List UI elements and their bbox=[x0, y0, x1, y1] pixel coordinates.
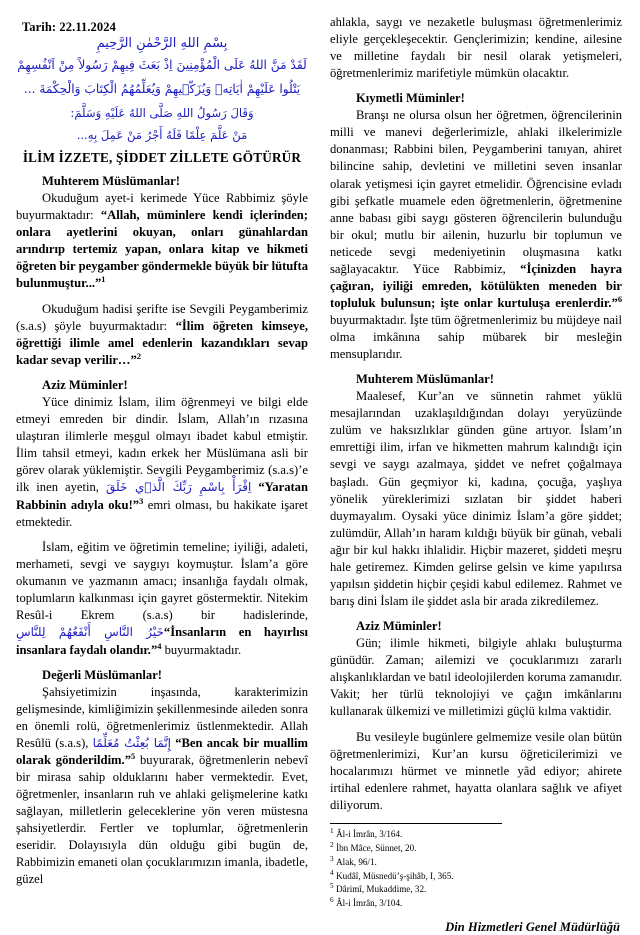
footnote-number: 4 bbox=[330, 868, 334, 877]
footnote-item bbox=[330, 870, 622, 884]
para-4-lead: İslam, eğitim ve öğretimin temeline; iyiliği, adaleti, merhameti, sevgi ve saygıyı koymuştur. İslam’a göre okumanın ve yazmanın amacı; insanlığa faydalı olmak, toplumların kalkınması için gayret göstermektir. Nitekim Resûl-i Ekrem (s.a.s) bir hadislerinde, bbox=[16, 540, 308, 623]
arabic-inline-innema-buistu: إِنَّمَا بُعِثْتُ مُعَلِّمًا bbox=[92, 735, 171, 750]
paragraph-hadith-explanation bbox=[16, 301, 308, 369]
paragraph-siddet-zulum: Maalesef, Kur’an ve sünnetin rahmet yüklü mesajlarından uzaklaşıldığından dolayı yeryüzünde zulüm ve haksızlıklar günden güne artıyor. İslam’ın emrettiği ilim, irfan ve hikmetten mahrum kalındığı için sevgi ve saygı azalmaya, şiddet ve nefret çoğalmaya başladı. Gün geçmiyor ki, kadına, çocuğa, yaşlıya yönelik yüreklerimizi sızlatan bir şiddet haberi duymayalım. Oysaki yüce dinimiz İslam’a göre şiddet; zulümdür, Allah’ın haram kıldığı büyük bir günah, vebali ağır bir kul hakkı ihlalidir. Hiçbir mazeret, şiddeti meşru hale getiremez. Kimden gelirse gelsin ve kime yapılırsa yapılsın şiddetin hiçbir çeşidi kabul edilemez. Rahmet ve barış dini İslam ile şiddet asla bir arada zikredilemez. bbox=[330, 389, 622, 608]
para-1-lead: Okuduğum ayet-i kerimede Yüce Rabbimiz şöyle buyurmaktadır: bbox=[16, 191, 308, 223]
right-column bbox=[330, 14, 622, 935]
footnote-ref-3: 3 bbox=[139, 496, 144, 506]
footnote-text: Âl-i İmrân, 3/104. bbox=[336, 898, 403, 909]
para-2-lead: Okuduğum hadisi şerifte ise Sevgili Peygamberimiz (s.a.s) şöyle buyurmaktadır: bbox=[16, 301, 308, 333]
footnote-text: Âl-i İmrân, 3/164. bbox=[336, 829, 403, 840]
para-7-tail: buyurmaktadır. İşte tüm öğretmenlerimiz bu müjdeye nail olma imkânına sahip mübarek bir mesleğin mensuplarıdır. bbox=[330, 313, 622, 362]
section-heading-aziz-muminler-2: Aziz Müminler! bbox=[356, 619, 442, 633]
footnote-list bbox=[330, 828, 622, 911]
footnote-ref-2: 2 bbox=[136, 351, 141, 361]
para-1-quote: “Allah, müminlere kendi içlerinden; onlara ayetlerini okuyan, onları günahlardan arındırıp tertemiz yapan, onlara kitap ve hikmeti öğreten bir peygamber göndermekle büyük bir lütufta bulunmuştur...” bbox=[16, 208, 308, 291]
footnote-separator bbox=[330, 823, 502, 824]
paragraph-gun-zaman-vakit: Gün; ilimle hikmeti, bilgiyle ahlakı buluşturma günüdür. Zaman; ailemizi ve çocuklarımızı zararlı alışkanlıklardan ve batıl ideolojilerden koruma zamanıdır. Vakit; her türlü teknolojiyi ve çağın imkânlarını kullanarak ülkemizi ve milletimizi güçlü kılma vaktidir. bbox=[330, 636, 622, 719]
footnote-number: 3 bbox=[330, 854, 334, 863]
page-title: İLİM İZZETE, ŞİDDET ZİLLETE GÖTÜRÜR bbox=[22, 150, 302, 166]
two-column-layout bbox=[16, 14, 624, 935]
section-heading-muhterem-muslumanlar-2: Muhterem Müslümanlar! bbox=[356, 372, 494, 387]
footnote-text: İbn Mâce, Sünnet, 20. bbox=[336, 842, 417, 853]
para-3-quote: “Yaratan Rabbinin adıyla oku!” bbox=[16, 480, 308, 512]
quran-verse-line-2: يَتْلُوا عَلَيْهِمْ اٰيَاتِهٖ وَيُزَكّٖيهِمْ وَيُعَلِّمُهُمُ الْكِتَابَ وَالْحِكْمَةَ ... bbox=[23, 82, 301, 97]
para-3-lead: Yüce dinimiz İslam, ilim öğrenmeyi ve bilgi elde etmeyi emreden bir dindir. İslam, Allah’ın rızasına ulaştıran ilimlerle meşgul olmayı ibadet kabul etmiştir. İlim tahsil etmeyi, kadın erkek her Müslümana asli bir görev olarak yüklemiştir. Sevgili Peygamberimiz (s.a.s)’e ilk inen ayetin, bbox=[16, 395, 308, 495]
arabic-scripture-block bbox=[16, 54, 308, 147]
arabic-inline-hayrunnas: خَيْرُ النَّاسِ أَنْفَعُهُمْ لِلنَّاسِ bbox=[16, 625, 164, 640]
footnote-item bbox=[330, 828, 622, 842]
section-heading-degerli-muslumanlar: Değerli Müslümanlar! bbox=[42, 667, 162, 682]
footnote-text: Dârimî, Mukaddime, 32. bbox=[336, 884, 427, 895]
para-4-tail: buyurmaktadır. bbox=[161, 642, 242, 657]
para-5-tail: buyurarak, öğretmenlerin nebevî bir mirasa sahip olduklarını haber vermektedir. Evet, öğretmenler, insanların ruh ve ahlaki gelişmelerine katkı sağlayan, milletlerin geleceklerine yön veren müstesna şahsiyetlerdir. Fertler ve toplumlar, öğretmenlerin eseridir. Dolayısıyla dün olduğu gibi bugün de, Rabbimizin emaneti olan çocuklarımızın imanla, ibadetle, güzel bbox=[16, 752, 309, 887]
paragraph-ogretmenler-rolu bbox=[16, 684, 308, 889]
date-label: Tarih: 22.11.2024 bbox=[22, 20, 116, 34]
arabic-inline-iqra: اِقْرَأْ بِاسْمِ رَبِّكَ الَّذٖي خَلَقَ bbox=[105, 480, 252, 495]
footnote-ref-6: 6 bbox=[617, 294, 622, 304]
hadith-intro-line: وَقَالَ رَسُولُ اللهِ صَلَّى اللهُ عَلَيْهِ وَسَلَّمَ: bbox=[70, 105, 254, 120]
footnote-item bbox=[330, 842, 622, 856]
left-column bbox=[16, 14, 308, 888]
footnote-item bbox=[330, 883, 622, 897]
footnote-ref-4: 4 bbox=[157, 641, 162, 651]
footnote-number: 1 bbox=[330, 827, 334, 836]
section-heading-kiymetli-muminler: Kıymetli Müminler! bbox=[356, 91, 465, 106]
hadith-text-line: مَنْ عَلَّمَ عِلْمًا فَلَهُ أَجْرُ مَنْ عَمِلَ بِهِ... bbox=[76, 128, 248, 143]
footnote-item bbox=[330, 856, 622, 870]
paragraph-continuation: ahlakla, saygı ve nezaketle buluşması öğretmenlerimiz eliyle gerçekleşecektir. Gençlerimizin; kendine, ailesine ve milletine faydalı bir nesil olarak yetişmeleri, öğretmenlerimiz marifetiyle mümkün olacaktır. bbox=[330, 15, 622, 81]
quran-verse-line-1: لَقَدْ مَنَّ اللهُ عَلَى الْمُؤْمِنِينَ اِذْ بَعَثَ فِيهِمْ رَسُولاً مِنْ اَنْفُسِهِمْ bbox=[17, 58, 307, 73]
footnote-text: Alak, 96/1. bbox=[336, 856, 377, 867]
footnote-number: 2 bbox=[330, 840, 334, 849]
footnote-item bbox=[330, 897, 622, 911]
para-3-tail: emri olması, bu hakikate işaret etmektedir. bbox=[16, 497, 308, 529]
para-7-quote: “İçinizden hayra çağıran, iyiliği emreden, kötülükten meneden bir topluluk bulunsun; işte onlar kurtuluşa erenlerdir.” bbox=[330, 261, 622, 310]
besmele-arabic: بِسْمِ اللهِ الرَّحْمٰنِ الرَّحِيمِ bbox=[96, 36, 228, 51]
footnote-number: 5 bbox=[330, 882, 334, 891]
paragraph-egitim-temeli bbox=[16, 539, 308, 658]
paragraph-ogretmen-gorevi bbox=[330, 107, 622, 363]
para-2-quote: “İlim öğreten kimseye, öğrettiği ilimle amel edenlerin kazandıkları sevap kadar sevap verilir…” bbox=[16, 318, 308, 368]
section-heading-muhterem-muslumanlar: Muhterem Müslümanlar! bbox=[42, 174, 180, 189]
issuing-authority-signature: Din Hizmetleri Genel Müdürlüğü bbox=[445, 920, 620, 934]
paragraph-kapanis-dua: Bu vesileyle bugünlere gelmemize vesile olan bütün öğretmenlerimizi, Kur’an kursu öğreticilerimizi ve hocalarımızı hürmet ve minnetle yâd ediyor; ahirete irtihal edenlere rahmet, hayatta olanlara sağlık ve afiyet diliyorum. bbox=[330, 729, 622, 813]
para-5-lead: Şahsiyetimizin inşasında, karakterimizin gelişmesinde, kimliğimizin şekillenmesinde aileden sonra en önemli rolü, öğretmenlerimiz üstlenmektedir. Allah Resûlü (s.a.s), bbox=[16, 684, 308, 750]
para-4-quote: “İnsanların en hayırlısı insanlara faydalı olandır.” bbox=[16, 625, 308, 657]
paragraph-ilim-ogrenme bbox=[16, 394, 308, 531]
para-5-quote: “Ben ancak bir muallim olarak gönderildim.” bbox=[16, 735, 308, 767]
footnote-number: 6 bbox=[330, 896, 334, 905]
section-heading-aziz-muminler-1: Aziz Müminler! bbox=[42, 378, 128, 393]
para-7-lead: Branşı ne olursa olsun her öğretmen, öğrencilerinin milli ve manevi değerlerimizle, ahlaki ilkelerimizle donanması; Rabbini bilen, Peygamberini tanıyan, ahiret bilincine sahip, devletini ve milletini seven insanlar olarak yetişmesi için gayret etmelidir. Öğrencisine evladı gibi şefkatle muamele eden öğretmenlerin, öğretmenine anne babası gibi saygı gösteren öğrencilerin bulunduğu bir okul; mutlu bir ailenin, huzurlu bir toplumun ve neticede sevgi medeniyetinin oluşmasına katkı sağlayacaktır. Yüce Rabbimiz, bbox=[330, 108, 622, 276]
footnote-ref-1: 1 bbox=[101, 275, 106, 285]
footnote-ref-5: 5 bbox=[131, 751, 136, 761]
footnote-text: Kudâî, Müsnedü’ş-şihâb, I, 365. bbox=[336, 870, 454, 881]
paragraph-verse-explanation bbox=[16, 190, 308, 292]
